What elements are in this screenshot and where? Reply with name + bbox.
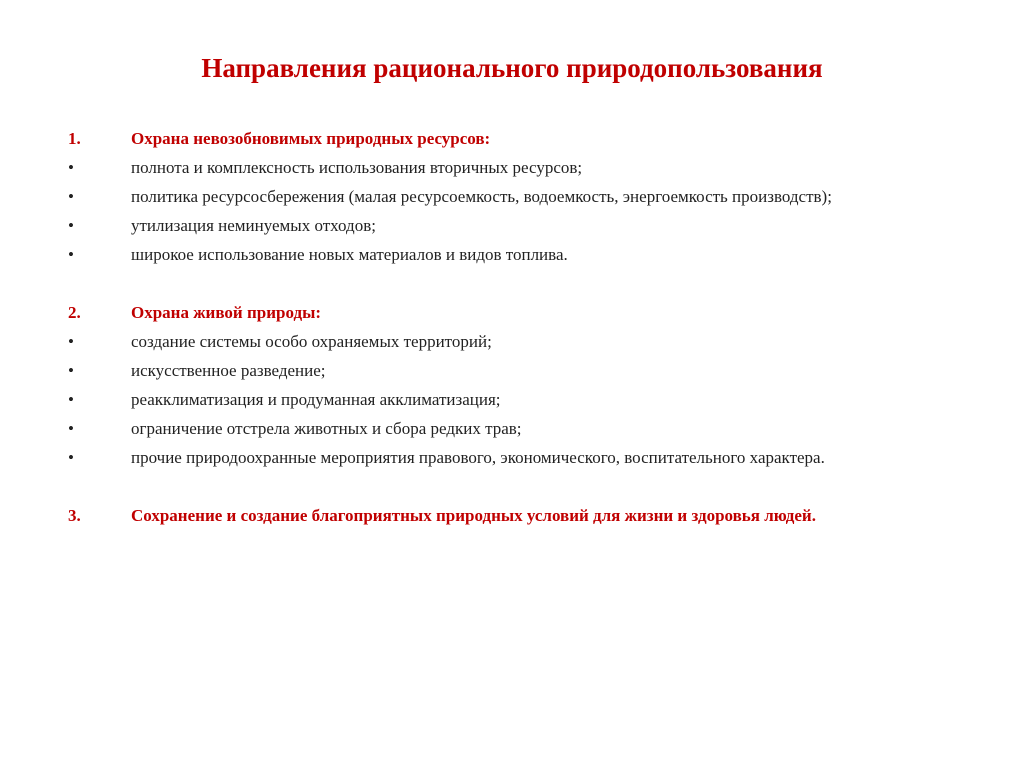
spacer [68,472,968,501]
bullet: • [68,332,74,351]
bullet: • [68,245,74,264]
section-number: 3. [68,506,81,525]
list-item-text: политика ресурсосбережения (малая ресурсоемкость, водоемкость, энергоемкость производств); [131,187,832,206]
bullet: • [68,390,74,409]
bullet: • [68,187,74,206]
bullet: • [68,216,74,235]
list-item-text: полнота и комплексность использования вторичных ресурсов; [131,158,583,177]
list-item [68,327,968,356]
content-list [68,124,968,530]
section-heading-2 [68,298,968,327]
list-item [68,240,968,269]
slide-title: Направления рационального природопользования [201,53,823,83]
list-item [68,153,968,182]
list-item-text: утилизация неминуемых отходов; [131,216,376,235]
section-heading-1 [68,124,968,153]
section-heading-text: Сохранение и создание благоприятных природных условий для жизни и здоровья людей. [131,506,816,525]
bullet: • [68,419,74,438]
list-item-text: создание системы особо охраняемых территорий; [131,332,492,351]
section-number: 2. [68,303,81,322]
list-item-text: реакклиматизация и продуманная акклиматизация; [131,390,501,409]
list-item [68,443,968,472]
section-heading-3 [68,501,968,530]
list-item-text: широкое использование новых материалов и видов топлива. [131,245,568,264]
bullet: • [68,158,74,177]
section-heading-text: Охрана невозобновимых природных ресурсов: [131,129,491,148]
section-number: 1. [68,129,81,148]
list-item [68,182,968,211]
spacer [68,269,968,298]
list-item-text: ограничение отстрела животных и сбора редких трав; [131,419,522,438]
list-item [68,211,968,240]
list-item-text: прочие природоохранные мероприятия правового, экономического, воспитательного характера. [131,448,825,467]
list-item [68,385,968,414]
bullet: • [68,361,74,380]
list-item-text: искусственное разведение; [131,361,326,380]
list-item [68,414,968,443]
bullet: • [68,448,74,467]
list-item [68,356,968,385]
section-heading-text: Охрана живой природы: [131,303,321,322]
